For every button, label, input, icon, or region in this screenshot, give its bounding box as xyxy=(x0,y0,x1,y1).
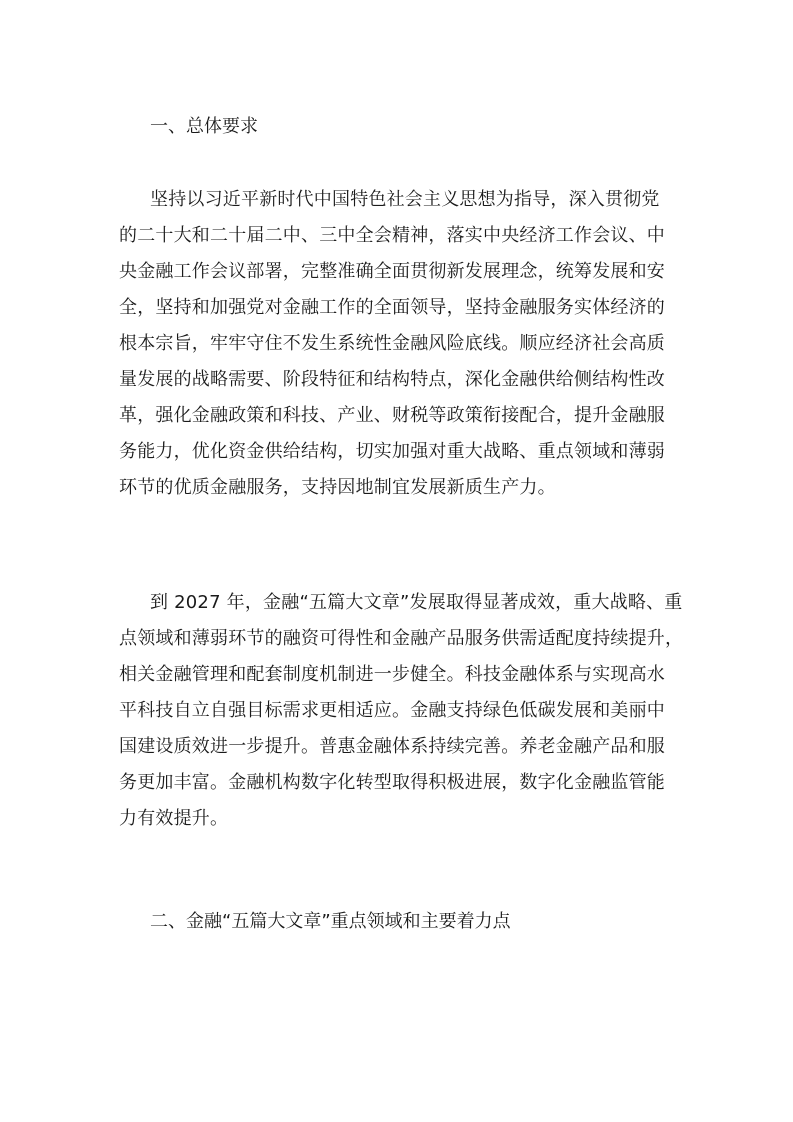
paragraph-line: 坚持以习近平新时代中国特色社会主义思想为指导，深入贯彻党 xyxy=(150,189,660,210)
paragraph-line: 力有效提升。 xyxy=(119,808,229,829)
paragraph-guiding-principles xyxy=(119,188,679,512)
paragraph-line: 到 2027 年，金融“五篇大文章”发展取得显著成效，重大战略、重 xyxy=(150,592,683,613)
paragraph-line: 务能力，优化资金供给结构，切实加强对重大战略、重点领域和薄弱 xyxy=(119,441,665,462)
paragraph-line: 革，强化金融政策和科技、产业、财税等政策衔接配合，提升金融服 xyxy=(119,405,665,426)
paragraph-line: 务更加丰富。金融机构数字化转型取得积极进展，数字化金融监管能 xyxy=(119,772,665,793)
paragraph-line: 平科技自立自强目标需求更相适应。金融支持绿色低碳发展和美丽中 xyxy=(119,700,665,721)
paragraph-line: 环节的优质金融服务，支持因地制宜发展新质生产力。 xyxy=(119,477,556,498)
paragraph-line: 相关金融管理和配套制度机制进一步健全。科技金融体系与实现高水 xyxy=(119,664,665,685)
paragraph-line: 点领域和薄弱环节的融资可得性和金融产品服务供需适配度持续提升， xyxy=(119,628,684,649)
section-heading-key-areas: 二、金融“五篇大文章”重点领域和主要着力点 xyxy=(150,911,511,932)
paragraph-2027-goals xyxy=(119,591,684,843)
section-heading-overall-requirements: 一、总体要求 xyxy=(150,116,258,137)
paragraph-line: 量发展的战略需要、阶段特征和结构特点，深化金融供给侧结构性改 xyxy=(119,369,665,390)
paragraph-line: 国建设质效进一步提升。普惠金融体系持续完善。养老金融产品和服 xyxy=(119,736,665,757)
paragraph-line: 央金融工作会议部署，完整准确全面贯彻新发展理念，统筹发展和安 xyxy=(119,261,665,282)
paragraph-line: 全，坚持和加强党对金融工作的全面领导，坚持金融服务实体经济的 xyxy=(119,297,665,318)
paragraph-line: 根本宗旨，牢牢守住不发生系统性金融风险底线。顺应经济社会高质 xyxy=(119,333,665,354)
paragraph-line: 的二十大和二十届二中、三中全会精神，落实中央经济工作会议、中 xyxy=(119,225,665,246)
